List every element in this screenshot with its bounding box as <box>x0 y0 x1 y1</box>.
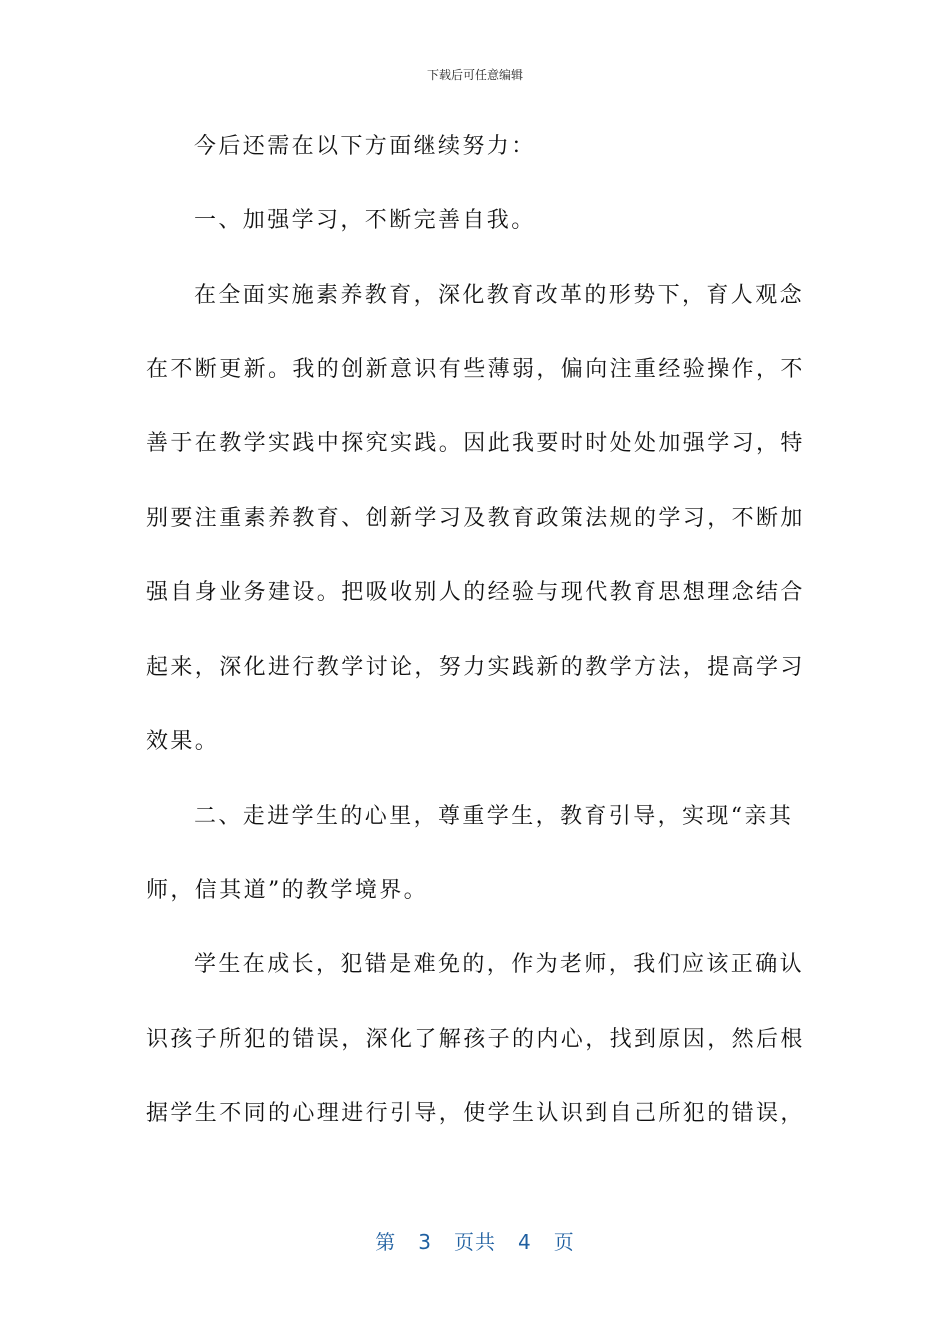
text-line-2: 一、加强学习，不断完善自我。 <box>194 208 536 233</box>
footer-suffix: 页 <box>553 1230 575 1254</box>
text-line-8: 起来，深化进行教学讨论，努力实践新的教学方法，提高学习 <box>146 655 805 680</box>
total-pages-number: 4 <box>518 1230 532 1254</box>
footer-prefix: 第 <box>375 1230 397 1254</box>
text-line-3: 在全面实施素养教育，深化教育改革的形势下，育人观念 <box>194 283 805 308</box>
text-line-14: 据学生不同的心理进行引导，使学生认识到自己所犯的错误， <box>146 1101 805 1126</box>
text-line-13: 识孩子所犯的错误，深化了解孩子的内心，找到原因，然后根 <box>146 1027 805 1052</box>
text-line-7: 强自身业务建设。把吸收别人的经验与现代教育思想理念结合 <box>146 580 805 605</box>
current-page-number: 3 <box>418 1230 432 1254</box>
page-footer <box>0 1226 950 1255</box>
footer-middle: 页共 <box>454 1230 496 1254</box>
header-note: 下载后可任意编辑 <box>426 68 523 82</box>
text-line-5: 善于在教学实践中探究实践。因此我要时时处处加强学习，特 <box>146 431 805 456</box>
text-line-4: 在不断更新。我的创新意识有些薄弱，偏向注重经验操作，不 <box>146 357 805 382</box>
text-line-6: 别要注重素养教育、创新学习及教育政策法规的学习，不断加 <box>146 506 805 531</box>
text-line-11: 师，信其道”的教学境界。 <box>146 878 429 903</box>
text-line-12: 学生在成长，犯错是难免的，作为老师，我们应该正确认 <box>194 952 805 977</box>
text-line-9: 效果。 <box>146 729 220 754</box>
text-line-10: 二、走进学生的心里，尊重学生，教育引导，实现“亲其 <box>194 804 794 829</box>
text-line-1: 今后还需在以下方面继续努力： <box>194 134 536 159</box>
